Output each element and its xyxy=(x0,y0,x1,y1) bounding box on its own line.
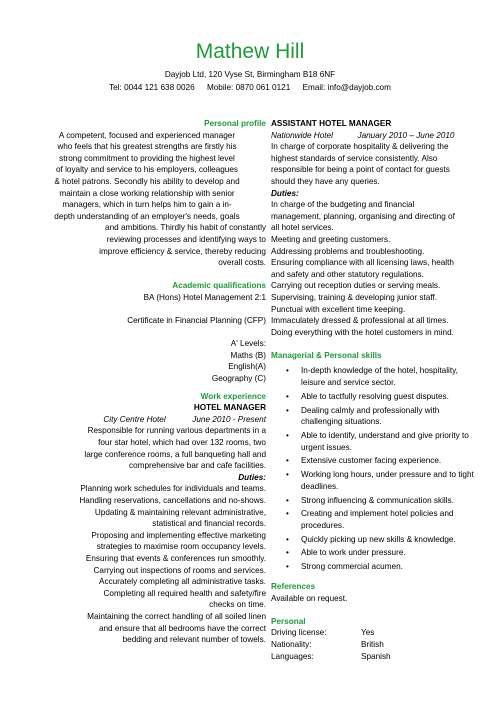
assistant-duty-line: Ensuring compliance with all licensing laws, health xyxy=(271,258,454,268)
personal-value: Spanish xyxy=(361,651,391,661)
a-level-item: English(A) xyxy=(228,362,266,372)
mobile: Mobile: 0870 061 0121 xyxy=(206,83,291,92)
assistant-summary-line: highest standards of service consistently. Also xyxy=(271,153,438,163)
profile-line: of loyalty and service to his employers, colleagues xyxy=(55,165,239,175)
duty-line: Maintaining the correct handling of all soiled linen xyxy=(87,611,266,621)
assistant-duty-line: Supervising, training & developing junior staff. xyxy=(271,292,437,302)
duty-line: bedding and relevant number of towels. xyxy=(122,635,266,645)
duty-line: checks on time. xyxy=(209,600,266,610)
assistant-duty-line: management, planning, organising and directing of xyxy=(271,211,455,221)
personal-label: Languages: xyxy=(271,651,314,661)
job-summary-line: four star hotel, which had over 132 rooms, two xyxy=(98,438,266,448)
skill-item: • Extensive customer facing experience. xyxy=(271,455,476,467)
assistant-job-title: ASSISTANT HOTEL MANAGER xyxy=(271,119,392,128)
duties-label: Duties: xyxy=(238,472,266,482)
profile-line: & hotel patrons. Secondly his ability to develop and xyxy=(54,176,240,186)
email: Email: info@dayjob.com xyxy=(302,83,391,92)
duty-line: statistical and financial records. xyxy=(152,519,266,529)
address: Dayjob Ltd, 120 Vyse St, Birmingham B18 6NF xyxy=(164,70,336,79)
skill-item: • Strong commercial acumen. xyxy=(271,561,476,573)
references-text: Available on request. xyxy=(271,593,348,603)
skill-item: • Quickly picking up new skills & knowledge. xyxy=(271,534,476,546)
references-heading: References xyxy=(271,582,316,592)
skill-item: • In-depth knowledge of the hotel, hospitality, leisure and service sector. xyxy=(271,365,476,388)
degree: BA (Hons) Hotel Management 2:1 xyxy=(143,292,266,302)
job-dates: June 2010 - Present xyxy=(192,414,266,424)
assistant-duty-line: all hotel services. xyxy=(271,223,334,233)
skill-item: • Able to identify, understand and give priority to urgent issues. xyxy=(271,430,476,453)
assistant-duties-label: Duties: xyxy=(271,188,299,198)
skill-item: • Strong influencing & communication skills. xyxy=(271,495,476,507)
profile-line: strong commitment to providing the highest level xyxy=(59,153,235,163)
cv-name: Mathew Hill xyxy=(195,40,305,63)
duty-line: and ensure that all bedrooms have the correct xyxy=(98,623,266,633)
job-summary-line: Responsible for running various departments in a xyxy=(87,426,266,436)
job-summary-line: comprehensive bar and cafe facilities. xyxy=(129,461,266,471)
right-column xyxy=(271,118,476,662)
profile-line: A competent, focused and experienced manager xyxy=(58,130,236,140)
assistant-duty-line: Meeting and greeting customers. xyxy=(271,234,391,244)
assistant-duty-line: Immaculately dressed & professional at all times. xyxy=(271,316,449,326)
personal-table xyxy=(271,627,476,662)
left-column xyxy=(28,118,266,646)
skill-item: • Creating and implement hotel policies and procedures. xyxy=(271,508,476,531)
skill-item: • Able to work under pressure. xyxy=(271,547,476,559)
duty-line: Updating & maintaining relevant administrative, xyxy=(94,507,266,517)
personal-heading: Personal xyxy=(271,616,306,626)
personal-label: Driving license: xyxy=(271,628,327,638)
skills-list xyxy=(271,365,476,572)
assistant-duty-line: and safety and other statutory regulations. xyxy=(271,269,424,279)
duty-line: Planning work schedules for individuals and teams. xyxy=(80,484,266,494)
duty-line: Completing all required health and safety/fire xyxy=(103,588,266,598)
assistant-employer: Nationwide Hotel xyxy=(271,130,333,140)
profile-line: reviewing processes and identifying ways to xyxy=(106,234,266,244)
assistant-duty-line: Punctual with excellent time keeping. xyxy=(271,304,406,314)
duty-line: Accurately completing all administrative tasks. xyxy=(98,577,266,587)
profile-line: maintain a close working relationship with senior xyxy=(59,188,235,198)
assistant-duty-line: Doing everything with the hotel customers in mind. xyxy=(271,327,454,337)
profile-line: improve efficiency & service, thereby reducing xyxy=(99,246,266,256)
academic-heading: Academic qualifications xyxy=(172,281,266,291)
personal-label: Nationality: xyxy=(271,640,312,649)
profile-line: who feels that his greatest strengths are firstly his xyxy=(57,142,237,152)
profile-line: and ambitions. Thirdly his habit of constantly xyxy=(105,223,266,233)
skill-item: • Working long hours, under pressure and to tight deadlines. xyxy=(271,469,476,492)
assistant-summary-line: should they have any queries. xyxy=(271,176,380,186)
a-levels-title: A' Levels: xyxy=(230,339,266,349)
duty-line: strategies to maximise room occupancy levels. xyxy=(96,542,266,552)
profile-line: overall costs. xyxy=(218,258,266,268)
skills-heading: Managerial & Personal skills xyxy=(271,350,382,360)
work-experience-heading: Work experience xyxy=(200,391,266,401)
certificate: Certificate in Financial Planning (CFP) xyxy=(127,316,266,326)
personal-value: British xyxy=(361,640,384,649)
assistant-employer-dates xyxy=(271,130,476,142)
job-employer-dates xyxy=(28,414,266,426)
duty-line: Carrying out inspections of rooms and services. xyxy=(93,565,266,575)
profile-line: depth understanding of an employer's needs, goals xyxy=(54,211,240,221)
duty-line: Ensuring that events & conferences run smoothly. xyxy=(85,553,266,563)
personal-profile-text xyxy=(28,130,266,269)
job-title: HOTEL MANAGER xyxy=(193,403,266,413)
personal-profile-heading: Personal profile xyxy=(204,119,266,128)
duty-line: Proposing and implementing effective marketing xyxy=(91,530,266,540)
assistant-duty-line: Carrying out reception duties or serving meals. xyxy=(271,281,441,291)
telephone: Tel: 0044 121 638 0026 xyxy=(109,83,195,92)
skill-item: • Dealing calmly and professionally with challenging situations. xyxy=(271,405,476,428)
assistant-duty-line: Addressing problems and troubleshooting. xyxy=(271,246,425,256)
assistant-summary-line: In charge of corporate hospitality & delivering the xyxy=(271,142,449,152)
job-summary-line: large conference rooms, a full banqueting hall and xyxy=(84,449,266,459)
personal-value: Yes xyxy=(361,628,375,638)
duty-line: Handling reservations, cancellations and no-shows. xyxy=(79,496,266,505)
a-level-item: Maths (B) xyxy=(230,350,266,360)
skill-item: • Able to tactfully resolving guest disputes. xyxy=(271,391,476,403)
a-level-item: Geography (C) xyxy=(211,374,266,384)
assistant-duty-line: In charge of the budgeting and financial xyxy=(271,200,415,210)
assistant-summary-line: responsible for being a point of contact for guests xyxy=(271,165,450,175)
assistant-dates: January 2010 – June 2010 xyxy=(357,130,455,140)
job-employer: City Centre Hotel xyxy=(103,414,166,424)
profile-line: managers, which in turn helps him to gain a in- xyxy=(62,200,232,210)
contact-line xyxy=(0,82,500,94)
